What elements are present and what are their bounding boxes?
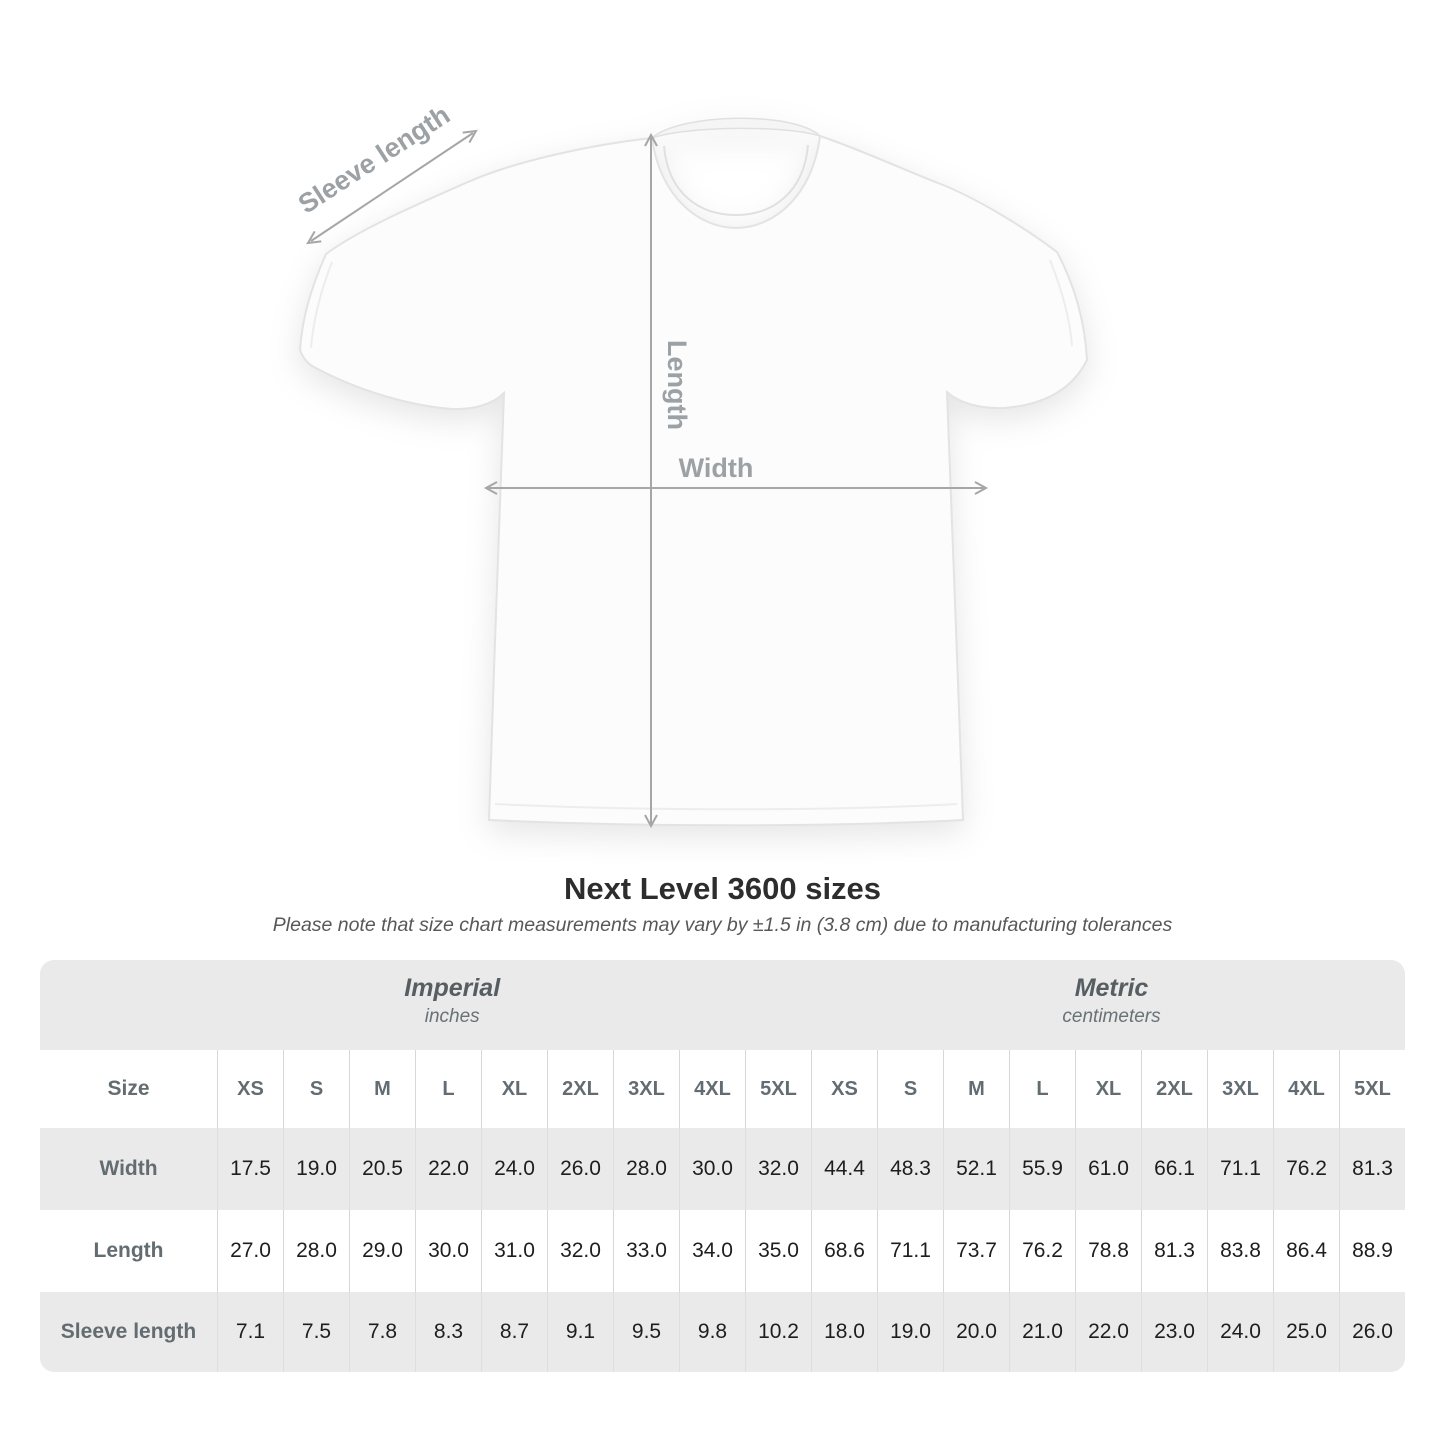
table-row-width — [40, 1128, 1405, 1210]
measurement-value: 61.0 — [1075, 1128, 1141, 1210]
measurement-value: 83.8 — [1207, 1210, 1273, 1292]
measurement-value: 26.0 — [547, 1128, 613, 1210]
measurement-value: 52.1 — [943, 1128, 1009, 1210]
size-col-header: 2XL — [547, 1050, 613, 1128]
measurement-value: 71.1 — [877, 1210, 943, 1292]
measurement-value: 28.0 — [283, 1210, 349, 1292]
measurement-value: 22.0 — [415, 1128, 481, 1210]
size-col-header: XS — [811, 1050, 877, 1128]
measurement-value: 35.0 — [745, 1210, 811, 1292]
table-row-sleeve-length — [40, 1292, 1405, 1372]
measurement-value: 18.0 — [811, 1292, 877, 1372]
size-col-header: 4XL — [1273, 1050, 1339, 1128]
measurement-value: 34.0 — [679, 1210, 745, 1292]
size-col-header: S — [283, 1050, 349, 1128]
measurement-value: 22.0 — [1075, 1292, 1141, 1372]
size-chart-table — [40, 960, 1405, 1372]
measurement-value: 30.0 — [415, 1210, 481, 1292]
size-row-label: Size — [107, 1077, 150, 1100]
size-col-header: 4XL — [679, 1050, 745, 1128]
unit-header-band — [40, 960, 1405, 1050]
measurement-value: 17.5 — [217, 1128, 283, 1210]
measurement-value: 9.5 — [613, 1292, 679, 1372]
measurement-value: 9.1 — [547, 1292, 613, 1372]
table-row-length — [40, 1210, 1405, 1292]
size-col-header: S — [877, 1050, 943, 1128]
imperial-title: Imperial — [404, 974, 501, 1002]
measurement-value: 88.9 — [1339, 1210, 1405, 1292]
size-col-header: XS — [217, 1050, 283, 1128]
measurement-value: 8.7 — [481, 1292, 547, 1372]
measurement-value: 81.3 — [1141, 1210, 1207, 1292]
measurement-value: 31.0 — [481, 1210, 547, 1292]
measurement-value: 44.4 — [811, 1128, 877, 1210]
sleeve-length-label: Sleeve length — [292, 99, 456, 220]
measurement-value: 21.0 — [1009, 1292, 1075, 1372]
collar-band-seam — [664, 145, 808, 215]
page-subtitle: Please note that size chart measurements may vary by ±1.5 in (3.8 cm) due to manufacturing tolerances — [272, 914, 1173, 936]
measurement-value: 8.3 — [415, 1292, 481, 1372]
measurement-value: 23.0 — [1141, 1292, 1207, 1372]
row-label: Sleeve length — [60, 1320, 197, 1343]
measurement-value: 7.5 — [283, 1292, 349, 1372]
measurement-value: 29.0 — [349, 1210, 415, 1292]
measurement-value: 32.0 — [745, 1128, 811, 1210]
measurement-value: 73.7 — [943, 1210, 1009, 1292]
size-col-header: L — [415, 1050, 481, 1128]
measurement-value: 26.0 — [1339, 1292, 1405, 1372]
measurement-value: 71.1 — [1207, 1128, 1273, 1210]
length-label: Length — [662, 340, 692, 430]
size-col-header: M — [349, 1050, 415, 1128]
measurement-value: 86.4 — [1273, 1210, 1339, 1292]
width-label: Width — [678, 453, 754, 483]
page-title: Next Level 3600 sizes — [563, 871, 882, 906]
size-col-header: M — [943, 1050, 1009, 1128]
measurement-value: 19.0 — [283, 1128, 349, 1210]
measurement-value: 68.6 — [811, 1210, 877, 1292]
measurement-value: 10.2 — [745, 1292, 811, 1372]
imperial-unit: inches — [424, 1006, 480, 1027]
size-col-header: XL — [1075, 1050, 1141, 1128]
measurement-value: 81.3 — [1339, 1128, 1405, 1210]
back-collar — [652, 118, 820, 138]
row-label: Width — [99, 1157, 158, 1180]
size-col-header: 5XL — [745, 1050, 811, 1128]
measurement-value: 7.1 — [217, 1292, 283, 1372]
size-col-header: 2XL — [1141, 1050, 1207, 1128]
measurement-value: 76.2 — [1273, 1128, 1339, 1210]
size-col-header: L — [1009, 1050, 1075, 1128]
measurement-value: 9.8 — [679, 1292, 745, 1372]
measurement-value: 20.5 — [349, 1128, 415, 1210]
imperial-header — [404, 973, 500, 1030]
measurement-value: 78.8 — [1075, 1210, 1141, 1292]
measurement-value: 33.0 — [613, 1210, 679, 1292]
measurement-value: 76.2 — [1009, 1210, 1075, 1292]
row-label: Length — [93, 1239, 164, 1262]
metric-header — [1062, 973, 1160, 1030]
measurement-value: 30.0 — [679, 1128, 745, 1210]
measurement-value: 28.0 — [613, 1128, 679, 1210]
measurement-value: 25.0 — [1273, 1292, 1339, 1372]
measurement-value: 48.3 — [877, 1128, 943, 1210]
measurement-value: 20.0 — [943, 1292, 1009, 1372]
size-col-header: XL — [481, 1050, 547, 1128]
measurement-value: 24.0 — [1207, 1292, 1273, 1372]
size-col-header: 5XL — [1339, 1050, 1405, 1128]
metric-title: Metric — [1074, 974, 1149, 1002]
measurement-value: 7.8 — [349, 1292, 415, 1372]
measurement-value: 27.0 — [217, 1210, 283, 1292]
measurement-value: 32.0 — [547, 1210, 613, 1292]
measurement-value: 55.9 — [1009, 1128, 1075, 1210]
size-col-header: 3XL — [613, 1050, 679, 1128]
measurement-value: 24.0 — [481, 1128, 547, 1210]
size-col-header: 3XL — [1207, 1050, 1273, 1128]
measurement-value: 66.1 — [1141, 1128, 1207, 1210]
measurement-value: 19.0 — [877, 1292, 943, 1372]
metric-unit: centimeters — [1062, 1006, 1161, 1027]
size-header-row — [40, 1050, 1405, 1128]
